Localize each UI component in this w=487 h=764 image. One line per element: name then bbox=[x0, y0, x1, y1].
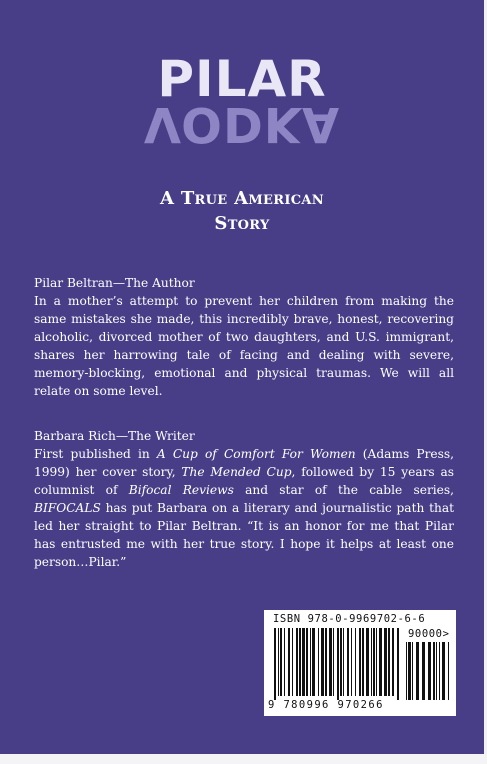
isbn-number: ISBN 978-0-9969702-6-6 bbox=[273, 613, 426, 625]
barcode-bar bbox=[379, 628, 382, 696]
barcode-bar bbox=[302, 628, 305, 696]
barcode-bar bbox=[428, 642, 431, 700]
barcode-bar bbox=[310, 628, 311, 696]
barcode-bar bbox=[439, 642, 440, 700]
author-section bbox=[34, 274, 454, 400]
barcode-bar bbox=[340, 628, 342, 696]
barcode-digits: 9 780996 970266 bbox=[268, 699, 384, 711]
author-body: In a mother’s attempt to prevent her children from making the same mistakes she made, this incredibly brave, honest, recovering alcoholic, divorced mother of two daughters, and U.S. immigrant, shares her harrowing tale of facing and dealing with severe, memory-blocking, emotional and physical traumas. We will all relate on some level. bbox=[34, 294, 454, 398]
story-title: The Mended Cup bbox=[181, 465, 292, 479]
barcode-bar bbox=[343, 628, 344, 696]
barcode-bar bbox=[442, 642, 445, 700]
barcode-bar bbox=[280, 628, 282, 696]
writer-body bbox=[34, 445, 454, 571]
writer-body-part-2: (Adams Press, 1999) her cover story, bbox=[34, 447, 454, 479]
writer-heading: Barbara Rich—The Writer bbox=[34, 429, 195, 443]
barcode-bar bbox=[325, 628, 327, 696]
barcode-bar bbox=[355, 628, 356, 696]
barcode-bar bbox=[448, 642, 449, 700]
barcode-bar bbox=[362, 628, 364, 696]
barcode-bar bbox=[292, 628, 293, 696]
barcode-bar bbox=[288, 628, 290, 696]
barcode-bar bbox=[284, 628, 285, 696]
barcode-bar bbox=[351, 628, 352, 696]
barcode-bar bbox=[299, 628, 301, 696]
barcode-bar bbox=[306, 628, 308, 696]
barcode-bar bbox=[347, 628, 349, 696]
barcode-bar bbox=[274, 628, 276, 700]
barcode-bar bbox=[388, 628, 390, 696]
author-heading: Pilar Beltran—The Author bbox=[34, 276, 195, 290]
book-title: A Cup of Comfort For Women bbox=[156, 447, 356, 461]
barcode-bar bbox=[433, 642, 435, 700]
barcode-bar bbox=[321, 628, 324, 696]
subtitle-line-1: A True American bbox=[160, 188, 324, 209]
barcode-price-code: 90000> bbox=[408, 628, 450, 640]
barcode-bar bbox=[406, 642, 407, 700]
barcode-bar bbox=[278, 628, 279, 696]
isbn-barcode bbox=[264, 610, 456, 716]
scan-edge-bottom bbox=[0, 754, 487, 764]
barcode-bar bbox=[373, 628, 375, 696]
barcode-bar bbox=[392, 628, 394, 696]
barcode-bar bbox=[371, 628, 372, 696]
writer-body-part-1: First published in bbox=[34, 447, 157, 461]
barcode-bar bbox=[296, 628, 298, 696]
barcode-bar bbox=[312, 628, 315, 696]
barcode-bar bbox=[416, 642, 419, 700]
barcode-bar bbox=[412, 642, 413, 700]
barcode-bar bbox=[376, 628, 377, 696]
barcode-bar bbox=[366, 628, 369, 696]
barcode-bar bbox=[436, 642, 437, 700]
barcode-bar bbox=[337, 628, 339, 700]
writer-body-part-4: and star of the cable series, bbox=[233, 483, 455, 497]
barcode-bar bbox=[333, 628, 334, 696]
barcode-bar bbox=[329, 628, 332, 696]
cover-title: PILAR bbox=[157, 50, 327, 108]
series-title: BIFOCALS bbox=[34, 501, 101, 515]
writer-body-part-3: , followed by 15 years as columnist of bbox=[34, 465, 454, 497]
cover-title-reflection: VODKA bbox=[143, 96, 341, 152]
cover-subtitle bbox=[0, 186, 484, 236]
writer-body-part-5: has put Barbara on a literary and journalistic path that led her straight to Pilar Beltran. “It is an honor for me that Pilar has entrusted me with her true story. I hope it helps at least one person…Pilar.” bbox=[34, 501, 454, 569]
barcode-bar bbox=[318, 628, 319, 696]
barcode-bar bbox=[359, 628, 361, 696]
barcode-bar bbox=[384, 628, 387, 696]
barcode-bar bbox=[397, 628, 399, 700]
barcode-bar bbox=[408, 642, 411, 700]
writer-section bbox=[34, 427, 454, 571]
barcode-bar bbox=[422, 642, 425, 700]
column-title: Bifocal Reviews bbox=[128, 483, 234, 497]
subtitle-line-2: Story bbox=[214, 213, 270, 234]
